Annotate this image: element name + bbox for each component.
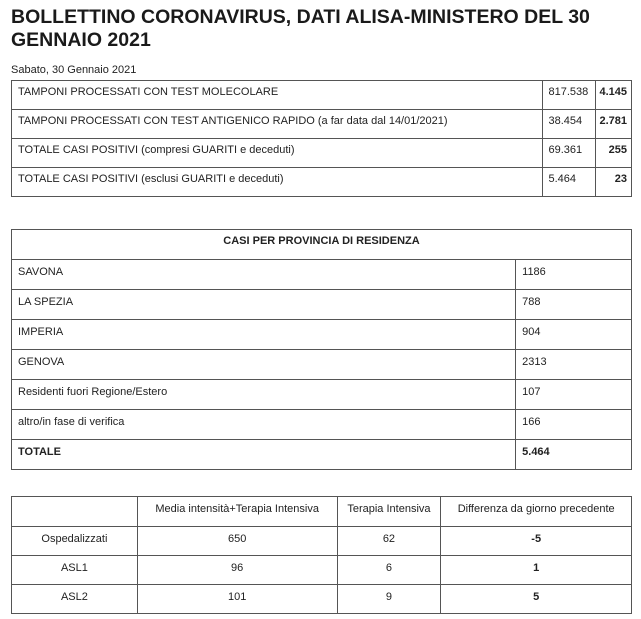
hospital-row-ti: 9: [337, 585, 441, 614]
table-row: [12, 139, 632, 168]
province-value: 788: [516, 290, 632, 320]
hospital-table: [11, 496, 632, 614]
page-title: BOLLETTINO CORONAVIRUS, DATI ALISA-MINISTERO DEL 30 GENNAIO 2021: [11, 6, 590, 51]
province-value: 107: [516, 380, 632, 410]
hospital-row-name: ASL2: [12, 585, 138, 614]
hospital-row-media: 96: [137, 556, 337, 585]
table-row: [12, 320, 632, 350]
swab-total: 69.361: [543, 139, 596, 168]
table-row: [12, 168, 632, 197]
province-name: Residenti fuori Regione/Estero: [12, 380, 516, 410]
province-value: 1186: [516, 260, 632, 290]
table-row: [12, 110, 632, 139]
province-value: 904: [516, 320, 632, 350]
swab-label: TOTALE CASI POSITIVI (compresi GUARITI e deceduti): [12, 139, 543, 168]
province-total-value: 5.464: [516, 440, 632, 470]
table-header-row: [12, 230, 632, 260]
province-name: GENOVA: [12, 350, 516, 380]
hospital-row-ti: 6: [337, 556, 441, 585]
province-name: altro/in fase di verifica: [12, 410, 516, 440]
swab-table: [11, 80, 632, 197]
hospital-row-diff: 1: [441, 556, 632, 585]
province-total-label: TOTALE: [12, 440, 516, 470]
hospital-row-diff: -5: [441, 527, 632, 556]
province-name: LA SPEZIA: [12, 290, 516, 320]
swab-delta: 255: [596, 139, 632, 168]
province-value: 166: [516, 410, 632, 440]
table-row: [12, 556, 632, 585]
hospital-row-name: ASL1: [12, 556, 138, 585]
bulletin-date: Sabato, 30 Gennaio 2021: [11, 64, 137, 76]
province-table: [11, 229, 632, 470]
swab-delta: 4.145: [596, 81, 632, 110]
province-name: IMPERIA: [12, 320, 516, 350]
table-row: [12, 260, 632, 290]
province-value: 2313: [516, 350, 632, 380]
swab-delta: 23: [596, 168, 632, 197]
table-header-row: [12, 497, 632, 527]
hospital-row-ti: 62: [337, 527, 441, 556]
swab-label: TAMPONI PROCESSATI CON TEST ANTIGENICO RAPIDO (a far data dal 14/01/2021): [12, 110, 543, 139]
hospital-header-media: Media intensità+Terapia Intensiva: [137, 497, 337, 527]
swab-total: 38.454: [543, 110, 596, 139]
table-row: [12, 585, 632, 614]
swab-label: TAMPONI PROCESSATI CON TEST MOLECOLARE: [12, 81, 543, 110]
table-row: [12, 527, 632, 556]
table-row: [12, 81, 632, 110]
swab-delta: 2.781: [596, 110, 632, 139]
table-total-row: [12, 440, 632, 470]
table-row: [12, 350, 632, 380]
table-row: [12, 410, 632, 440]
swab-label: TOTALE CASI POSITIVI (esclusi GUARITI e deceduti): [12, 168, 543, 197]
hospital-header-ti: Terapia Intensiva: [337, 497, 441, 527]
hospital-header-empty: [12, 497, 138, 527]
swab-total: 817.538: [543, 81, 596, 110]
table-row: [12, 380, 632, 410]
hospital-header-diff: Differenza da giorno precedente: [441, 497, 632, 527]
hospital-row-name: Ospedalizzati: [12, 527, 138, 556]
table-row: [12, 290, 632, 320]
hospital-row-media: 650: [137, 527, 337, 556]
province-name: SAVONA: [12, 260, 516, 290]
hospital-row-diff: 5: [441, 585, 632, 614]
hospital-row-media: 101: [137, 585, 337, 614]
swab-total: 5.464: [543, 168, 596, 197]
province-table-header: CASI PER PROVINCIA DI RESIDENZA: [12, 230, 632, 260]
